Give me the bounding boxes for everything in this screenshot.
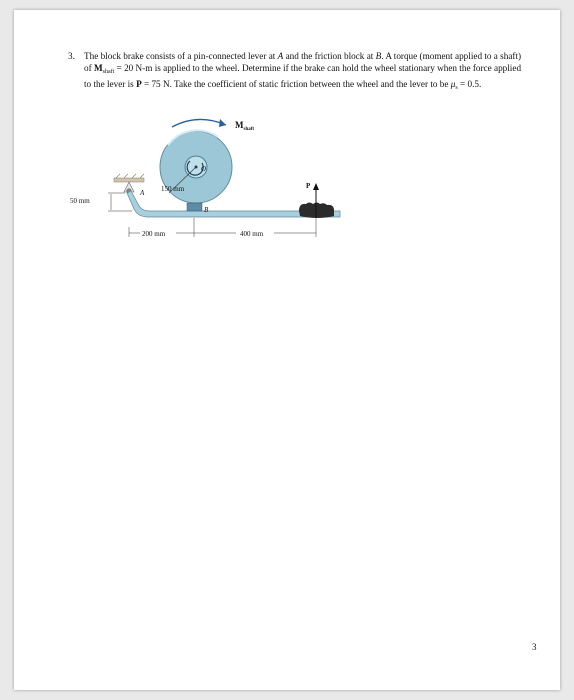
force-symbol: P bbox=[136, 79, 142, 89]
document-page bbox=[14, 10, 560, 690]
ground-hatch bbox=[116, 174, 120, 178]
problem-statement bbox=[68, 50, 528, 94]
torque-arrow bbox=[172, 119, 226, 127]
ground-hatch bbox=[124, 174, 128, 178]
text-segment: . A torque (moment applied to a shaft) of bbox=[84, 51, 522, 73]
text-segment: = 20 N-m is applied to the wheel. Determine if the brake can hold the wheel stationary when the force applied to the lever is bbox=[84, 63, 522, 89]
dimension-label-200: 200 mm bbox=[142, 230, 166, 238]
torque-arrowhead-icon bbox=[219, 119, 226, 127]
text-segment: The block brake consists of a pin-connected lever at bbox=[84, 51, 278, 61]
moment-symbol: M bbox=[93, 63, 103, 73]
page-number: 3 bbox=[532, 642, 537, 652]
mu-subscript: s bbox=[455, 85, 458, 91]
problem-number: 3. bbox=[68, 51, 75, 61]
pin-label: A bbox=[140, 189, 145, 197]
block-label: B bbox=[204, 206, 209, 214]
text-segment: = 0.5. bbox=[457, 79, 482, 89]
block-brake-figure bbox=[68, 105, 368, 255]
moment-label: $M_{shaft}$ bbox=[235, 120, 255, 132]
text-segment: = 75 N. Take the coefficient of static friction between the wheel and the lever to be bbox=[141, 79, 451, 89]
ground-hatch bbox=[132, 174, 136, 178]
force-label: P bbox=[306, 182, 311, 190]
point-b-ref: B bbox=[375, 51, 382, 61]
center-label: O bbox=[201, 165, 207, 173]
moment-subscript: shaft bbox=[102, 69, 115, 75]
problem-text bbox=[84, 50, 528, 94]
dimension-label-400: 400 mm bbox=[240, 230, 264, 238]
friction-block bbox=[187, 203, 202, 211]
force-arrowhead-icon bbox=[313, 183, 319, 190]
mu-symbol: μ bbox=[450, 79, 456, 89]
point-a-ref: A bbox=[277, 51, 284, 61]
radius-label: 150 mm bbox=[161, 185, 185, 193]
text-segment: and the friction block at bbox=[283, 51, 376, 61]
offset-dimension-label: 50 mm bbox=[70, 197, 90, 205]
ground-hatch bbox=[140, 174, 144, 178]
